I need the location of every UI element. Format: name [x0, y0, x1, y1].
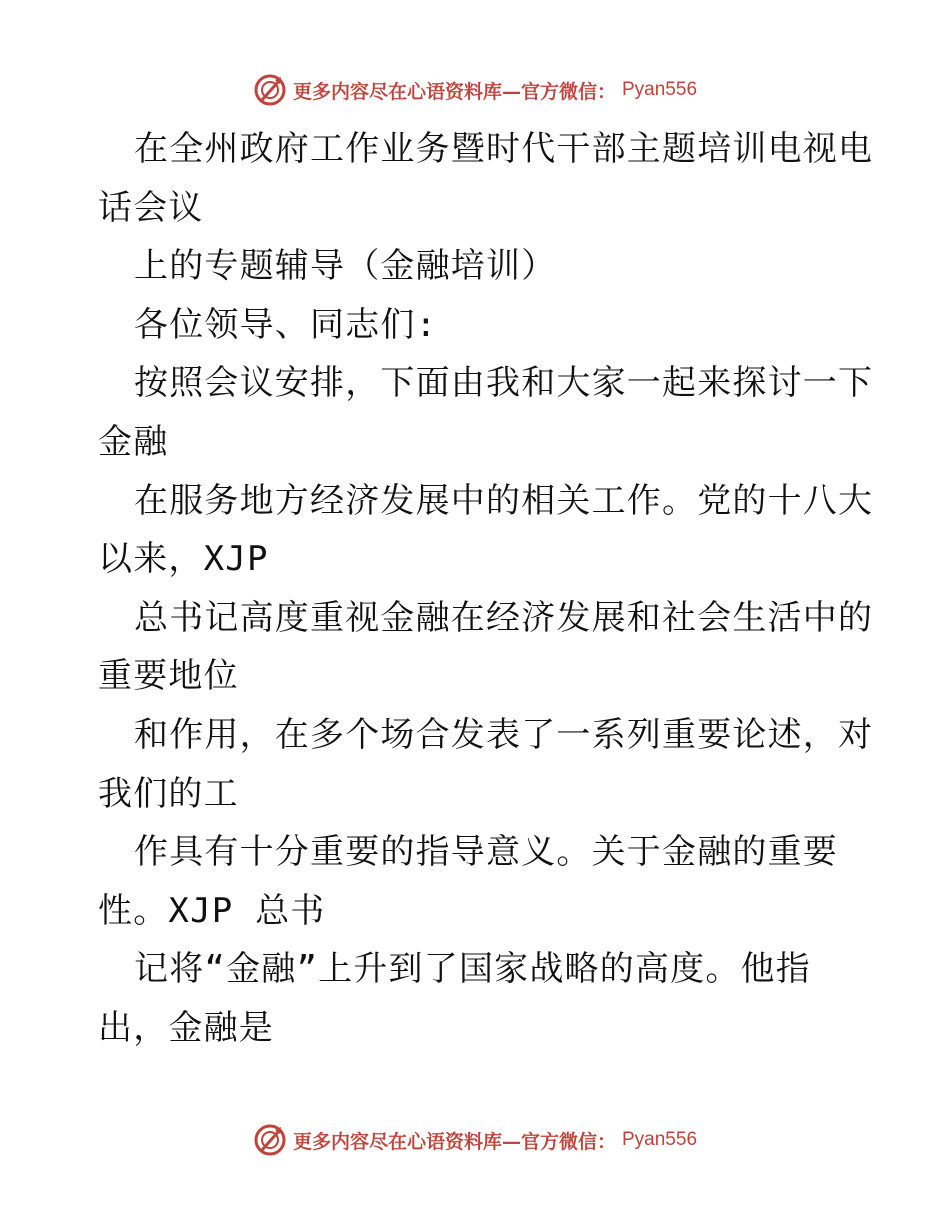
text-line: 话会议	[98, 187, 204, 228]
text-line: 总书记高度重视金融在经济发展和社会生活中的	[134, 597, 874, 638]
text-line: 性。XJP 总书	[98, 890, 326, 931]
watermark-wechat-id: Pyan556	[622, 1129, 698, 1150]
seal-logo-icon	[253, 73, 287, 107]
text-line: 出，金融是	[98, 1007, 274, 1048]
text-line: 我们的工	[98, 773, 239, 814]
header-watermark	[0, 70, 950, 110]
text-line: 记将“金融”上升到了国家战略的高度。他指	[134, 949, 811, 990]
text-line: 和作用，在多个场合发表了一系列重要论述，对	[134, 714, 874, 755]
watermark-wechat-id: Pyan556	[622, 79, 698, 100]
text-line: 以来，XJP	[98, 539, 269, 580]
footer-watermark	[0, 1120, 950, 1160]
watermark-text: 更多内容尽在心语资料库—官方微信：	[292, 1130, 616, 1153]
seal-logo-icon	[253, 1123, 287, 1157]
text-line: 在全州政府工作业务暨时代干部主题培训电视电	[134, 129, 874, 169]
text-line: 作具有十分重要的指导意义。关于金融的重要	[134, 832, 838, 873]
text-line: 重要地位	[98, 656, 239, 697]
text-line: 按照会议安排，下面由我和大家一起来探讨一下	[134, 363, 874, 404]
text-line: 各位领导、同志们:	[134, 304, 438, 345]
document-body	[98, 120, 874, 1058]
text-line: 在服务地方经济发展中的相关工作。党的十八大	[134, 480, 874, 521]
watermark-text: 更多内容尽在心语资料库—官方微信：	[292, 80, 616, 103]
text-line: 上的专题辅导（金融培训）	[134, 246, 557, 287]
text-line: 金融	[98, 421, 169, 462]
